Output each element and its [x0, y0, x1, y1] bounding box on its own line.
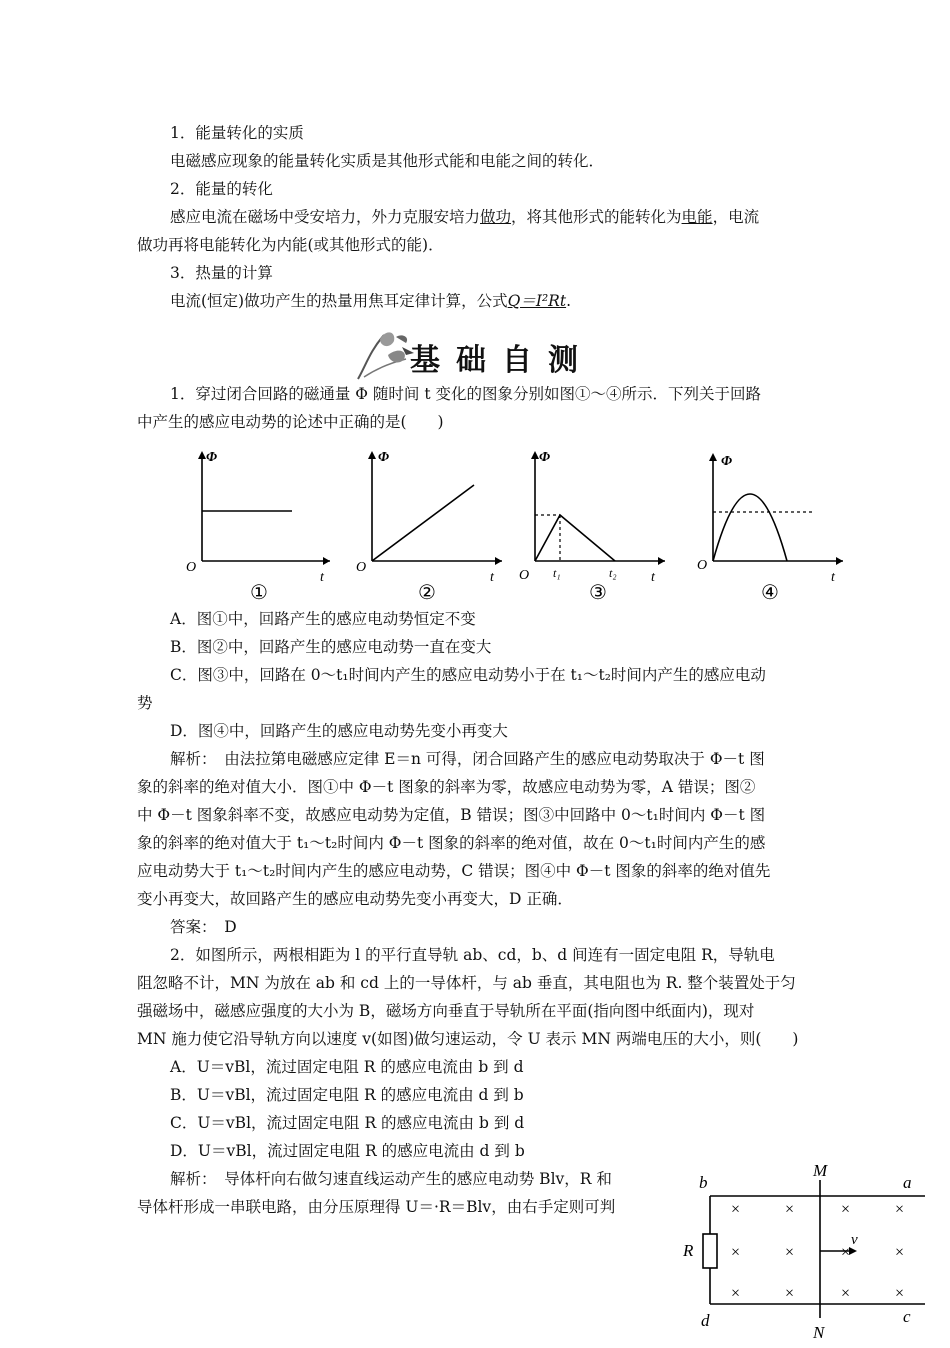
q1-option-c-line-1: C．图③中，回路在 0～t₁时间内产生的感应电动势小于在 t₁～t₂时间内产生的感应电动 — [170, 666, 766, 684]
section-title: 基础自测 — [410, 343, 594, 378]
q1-solution-line-1: 解析： 由法拉第电磁感应定律 E＝n 可得，闭合回路产生的感应电动势取决于 Φ－t 图 — [170, 750, 765, 768]
section-title-banner — [350, 325, 610, 381]
x-axis-arrow-icon — [323, 557, 330, 565]
circuit-diagram — [675, 1158, 935, 1348]
x-axis-label: t — [651, 570, 655, 585]
graph-3 — [515, 445, 675, 609]
q2-stem-line-2: 阻忽略不计，MN 为放在 ab 和 cd 上的一导体杆，与 ab 垂直，其电阻也为 R. 整个装置处于匀 — [137, 974, 796, 992]
field-cross-icon: × — [785, 1201, 795, 1218]
heading-energy-essence: 1．能量转化的实质 — [170, 124, 304, 142]
origin-label: O — [356, 560, 367, 575]
graph-number-label: ④ — [761, 582, 779, 604]
graph-2 — [352, 445, 512, 609]
q1-solution-line-6: 变小再变大，故回路产生的感应电动势先变小再变大，D 正确． — [137, 890, 573, 908]
y-axis-label: Φ — [721, 454, 733, 469]
resistor-icon — [703, 1234, 717, 1268]
q1-solution-line-5: 应电动势大于 t₁～t₂时间内产生的感应电动势，C 错误；图④中 Φ－t 图象的斜率的绝对值先 — [137, 862, 771, 880]
field-cross-icon: × — [785, 1285, 795, 1302]
graph-1 — [180, 445, 340, 609]
q1-solution-line-3: 中 Φ－t 图象斜率不变，故感应电动势为定值，B 错误；图③中回路中 0～t₁时间内 Φ－t 图 — [137, 806, 766, 824]
paragraph-heat-calculation — [170, 291, 571, 311]
q2-option-b: B．U＝vBl，流过固定电阻 R 的感应电流由 d 到 b — [170, 1086, 524, 1104]
velocity-arrowhead-icon — [849, 1247, 857, 1255]
field-cross-icon: × — [895, 1244, 905, 1261]
field-cross-icon: × — [731, 1285, 741, 1302]
y-axis-label: Φ — [378, 450, 390, 465]
x-axis-label: t — [831, 570, 835, 585]
graph-number-label: ① — [250, 582, 268, 604]
graph-4 — [693, 445, 853, 609]
label-r: R — [683, 1241, 694, 1260]
field-cross-icon: × — [895, 1201, 905, 1218]
q2-solution-line-1: 解析： 导体杆向右做匀速直线运动产生的感应电动势 Blv，R 和 — [170, 1170, 612, 1188]
x-axis-label: t — [320, 570, 324, 585]
q1-solution-line-4: 象的斜率的绝对值大于 t₁～t₂时间内 Φ－t 图象的斜率的绝对值，故在 0～t₁时间内产生的感 — [137, 834, 766, 852]
origin-label: O — [186, 560, 197, 575]
q1-option-b: B．图②中，回路产生的感应电动势一直在变大 — [170, 638, 492, 656]
field-cross-icon: × — [841, 1285, 851, 1302]
q2-stem-line-4: MN 施力使它沿导轨方向以速度 v(如图)做匀速运动，令 U 表示 MN 两端电压的大小，则( ) — [137, 1030, 799, 1048]
y-axis-arrow-icon — [531, 451, 539, 459]
curve-parabola — [713, 494, 787, 561]
q1-option-c-line-2: 势 — [137, 694, 153, 712]
q2-stem-line-1: 2．如图所示，两根相距为 l 的平行直导轨 ab、cd，b、d 间连有一固定电阻 R，导轨电 — [170, 946, 775, 964]
graph-number-label: ③ — [589, 582, 607, 604]
field-cross-icon: × — [841, 1201, 851, 1218]
curve-linear — [372, 485, 474, 561]
field-cross-icon: × — [731, 1201, 741, 1218]
field-cross-icon: × — [895, 1285, 905, 1302]
heading-heat-calculation: 3．热量的计算 — [170, 264, 273, 282]
t2-label: t₂ — [609, 566, 617, 580]
paragraph-energy-conversion-2: 做功再将电能转化为内能(或其他形式的能)． — [137, 236, 444, 254]
text-segment: . — [566, 292, 571, 310]
y-axis-arrow-icon — [709, 453, 717, 461]
y-axis-label: Φ — [206, 450, 218, 465]
graph-number-label: ② — [418, 582, 436, 604]
label-v: v — [851, 1232, 858, 1248]
field-cross-icon: × — [731, 1244, 741, 1261]
q2-solution-line-2: 导体杆形成一串联电路，由分压原理得 U＝·R＝Blv，由右手定则可判 — [137, 1198, 616, 1216]
q1-answer: 答案： D — [170, 918, 237, 936]
field-cross-icon: × — [785, 1244, 795, 1261]
t1-label: t₁ — [553, 566, 561, 580]
label-c: c — [903, 1307, 911, 1326]
label-d: d — [701, 1311, 710, 1330]
underlined-formula: Q＝I²Rt — [507, 292, 567, 310]
q1-stem-line-2: 中产生的感应电动势的论述中正确的是( ) — [137, 413, 444, 431]
text-segment: ，电流 — [712, 208, 760, 226]
x-axis-arrow-icon — [836, 557, 843, 565]
x-axis-arrow-icon — [658, 557, 665, 565]
q1-stem-line-1: 1．穿过闭合回路的磁通量 Φ 随时间 t 变化的图象分别如图①～④所示．下列关于回路 — [170, 385, 762, 403]
origin-label: O — [697, 558, 708, 573]
q1-solution-line-2: 象的斜率的绝对值大小．图①中 Φ－t 图象的斜率为零，故感应电动势为零，A 错误；图② — [137, 778, 756, 796]
text-segment: 电流(恒定)做功产生的热量用焦耳定律计算，公式 — [170, 292, 508, 310]
label-a: a — [903, 1173, 912, 1192]
x-axis-label: t — [490, 570, 494, 585]
q2-option-d: D．U＝vBl，流过固定电阻 R 的感应电流由 d 到 b — [170, 1142, 525, 1160]
origin-label: O — [519, 568, 530, 583]
label-m: M — [813, 1161, 828, 1180]
q2-option-a: A．U＝vBl，流过固定电阻 R 的感应电流由 b 到 d — [170, 1058, 524, 1076]
text-segment: 感应电流在磁场中受安培力，外力克服安培力 — [170, 208, 481, 226]
heading-energy-conversion: 2．能量的转化 — [170, 180, 273, 198]
q2-option-c: C．U＝vBl，流过固定电阻 R 的感应电流由 b 到 d — [170, 1114, 525, 1132]
y-axis-label: Φ — [539, 450, 551, 465]
y-axis-arrow-icon — [368, 451, 376, 459]
paragraph-energy-conversion-1 — [170, 207, 759, 227]
y-axis-arrow-icon — [198, 451, 206, 459]
paragraph-energy-essence: 电磁感应现象的能量转化实质是其他形式能和电能之间的转化． — [170, 152, 605, 170]
underlined-term-electric-energy: 电能 — [681, 208, 713, 226]
x-axis-arrow-icon — [495, 557, 502, 565]
text-segment: ，将其他形式的能转化为 — [511, 208, 682, 226]
label-n: N — [813, 1323, 825, 1342]
q1-option-d: D．图④中，回路产生的感应电动势先变小再变大 — [170, 722, 508, 740]
underlined-term-work: 做功 — [480, 208, 512, 226]
field-cross-icon: × — [841, 1244, 851, 1261]
q1-option-a: A．图①中，回路产生的感应电动势恒定不变 — [170, 610, 476, 628]
label-b: b — [699, 1173, 708, 1192]
curve-triangle — [535, 515, 615, 561]
q2-stem-line-3: 强磁场中，磁感应强度的大小为 B，磁场方向垂直于导轨所在平面(指向图中纸面内)，现对 — [137, 1002, 755, 1020]
magnetic-field-marks — [731, 1201, 904, 1302]
